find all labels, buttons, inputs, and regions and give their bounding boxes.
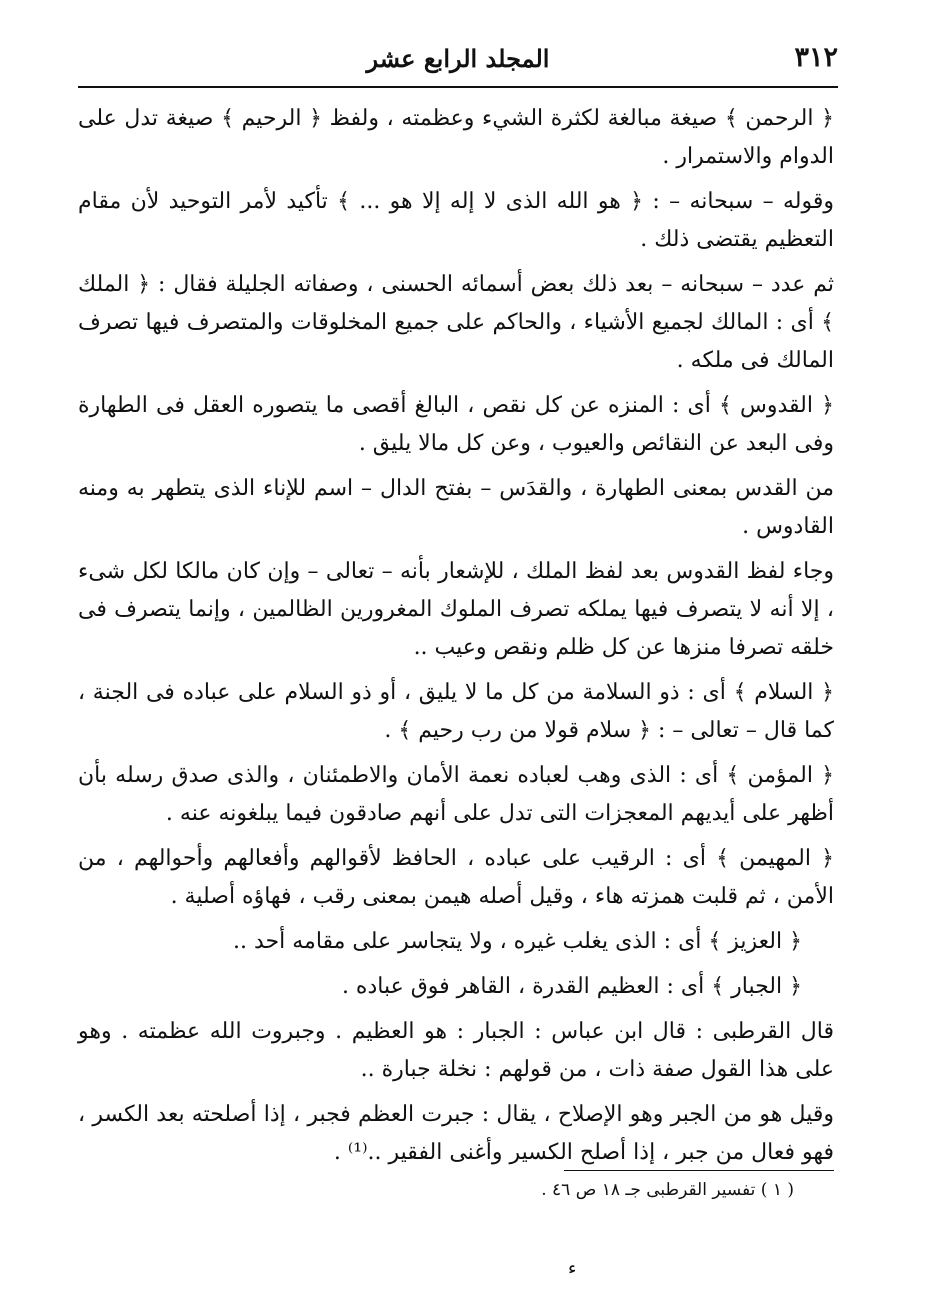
paragraph: وقيل هو من الجبر وهو الإصلاح ، يقال : جبرت العظم فجبر ، إذا أصلحته بعد الكسر ، فهو فعال من جبر ، إذا أصلح الكسير وأغنى الفقير ..⁽¹⁾ . [78,1102,834,1165]
paragraph: وجاء لفظ القدوس بعد لفظ الملك ، للإشعار بأنه – تعالى – وإن كان مالكا لكل شىء ، إلا أنه لا يتصرف فيها يملكه تصرف الملوك المغرورين الظالمين ، وإنما يتصرف فى خلقه تصرفا منزها عن كل ظلم ونقص وعيب .. [78,559,834,660]
paragraph: ﴿ المؤمن ﴾ أى : الذى وهب لعباده نعمة الأمان والاطمئنان ، والذى صدق رسله بأن أظهر على أيديهم المعجزات التى تدل على أنهم صادقون فيما يبلغونه عنه . [78,763,834,826]
body-text [78,100,834,1179]
page-header [78,36,838,80]
paragraph: ﴿ الجبار ﴾ أى : العظيم القدرة ، القاهر فوق عباده . [341,974,802,999]
stray-mark: ء [568,1258,577,1279]
header-rule [78,86,838,88]
paragraph: من القدس بمعنى الطهارة ، والقدَس – بفتح الدال – اسم للإناء الذى يتطهر به ومنه القادوس . [78,476,834,539]
paragraph: ﴿ العزيز ﴾ أى : الذى يغلب غيره ، ولا يتجاسر على مقامه أحد .. [233,929,802,954]
page-number: ٣١٢ [794,42,838,73]
paragraph: ثم عدد – سبحانه – بعد ذلك بعض أسمائه الحسنى ، وصفاته الجليلة فقال : ﴿ الملك ﴾ أى : المالك لجميع الأشياء ، والحاكم على جميع المخلوقات والمتصرف فيها تصرف المالك فى ملكه . [78,272,834,373]
paragraph: ﴿ المهيمن ﴾ أى : الرقيب على عباده ، الحافظ لأقوالهم وأفعالهم وأحوالهم ، من الأمن ، ثم قلبت همزته هاء ، وقيل أصله هيمن بمعنى رقب ، فهاؤه أصلية . [78,846,834,909]
footnote: ( ١ ) تفسير القرطبى جـ ١٨ ص ٤٦ . [541,1180,794,1200]
paragraph: وقوله – سبحانه – : ﴿ هو الله الذى لا إله إلا هو ... ﴾ تأكيد لأمر التوحيد لأن مقام التعظيم يقتضى ذلك . [78,189,834,252]
running-title: المجلد الرابع عشر [366,44,550,73]
footnote-rule [564,1170,834,1171]
paragraph: ﴿ السلام ﴾ أى : ذو السلامة من كل ما لا يليق ، أو ذو السلام على عباده فى الجنة ، كما قال – تعالى – : ﴿ سلام قولا من رب رحيم ﴾ . [78,680,834,743]
paragraph: قال القرطبى : قال ابن عباس : الجبار : هو العظيم . وجبروت الله عظمته . وهو على هذا القول صفة ذات ، من قولهم : نخلة جبارة .. [78,1019,834,1082]
paragraph: ﴿ الرحمن ﴾ صيغة مبالغة لكثرة الشيء وعظمته ، ولفظ ﴿ الرحيم ﴾ صيغة تدل على الدوام والاستمرار . [78,106,834,169]
paragraph: ﴿ القدوس ﴾ أى : المنزه عن كل نقص ، البالغ أقصى ما يتصوره العقل فى الطهارة وفى البعد عن النقائص والعيوب ، وعن كل مالا يليق . [78,393,834,456]
